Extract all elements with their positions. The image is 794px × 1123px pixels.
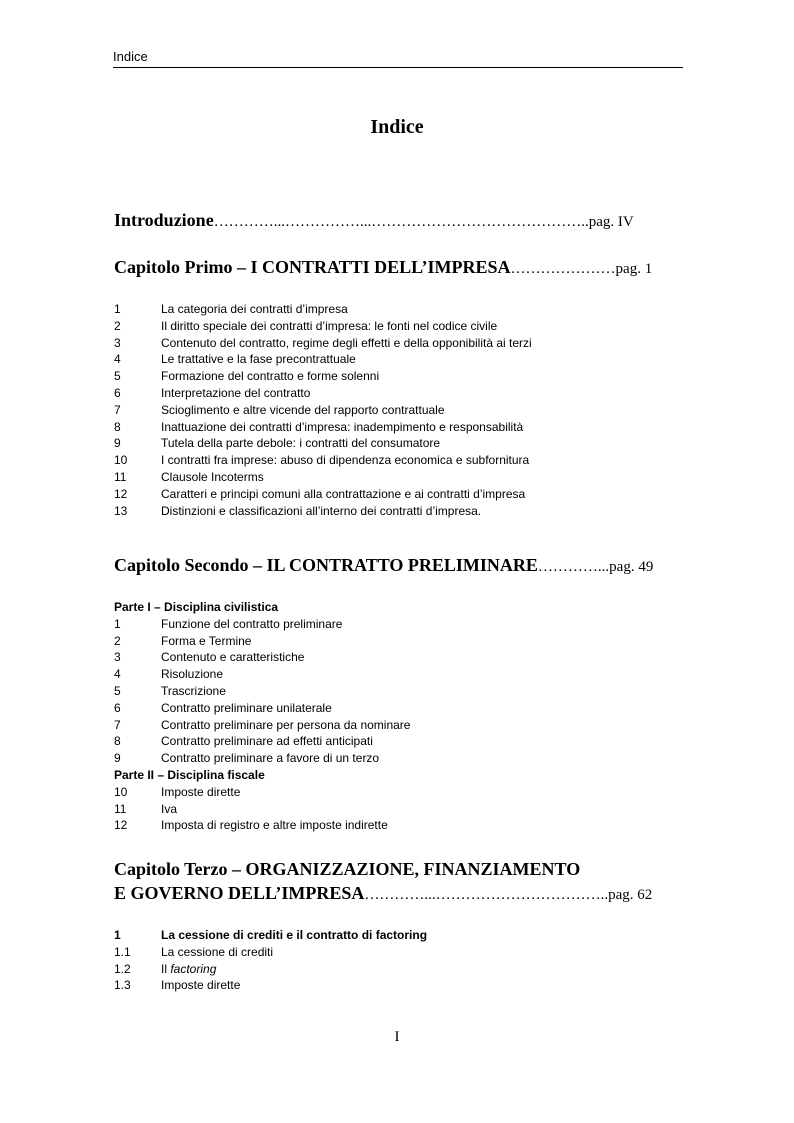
section-number: 12 — [114, 486, 128, 501]
page-number: I — [394, 1029, 400, 1045]
section-title: Forma e Termine — [161, 633, 252, 648]
section-title: Contratto preliminare unilaterale — [161, 700, 332, 715]
toc-entry-chapter-1[interactable] — [114, 255, 684, 281]
entry-label: Introduzione — [114, 210, 214, 230]
section-number: 1.1 — [114, 944, 131, 959]
section-row — [114, 335, 684, 352]
leader-dots: …………...…………………………….. — [364, 887, 609, 903]
page-ref: pag. 62 — [608, 887, 653, 903]
chapter-heading: E GOVERNO DELL’IMPRESA — [114, 883, 365, 903]
section-title: Contratto preliminare ad effetti anticipati — [161, 734, 373, 749]
section-number: 7 — [114, 402, 121, 417]
section-row — [114, 318, 684, 335]
chapter-2-sections — [114, 599, 684, 834]
chapter-heading-line-1: Capitolo Terzo – ORGANIZZAZIONE, FINANZIAMENTO — [114, 859, 581, 879]
section-row — [114, 452, 684, 469]
section-title: Tutela della parte debole: i contratti del consumatore — [161, 436, 441, 451]
section-row — [114, 351, 684, 368]
section-title: Trascrizione — [161, 683, 226, 698]
leader-dots: …………... — [537, 559, 610, 575]
section-row — [114, 368, 684, 385]
chapter-1-sections — [114, 301, 684, 519]
leader-dots: …………...……………...…………………………………….. — [213, 214, 589, 230]
section-row — [114, 402, 684, 419]
section-row — [114, 717, 684, 734]
section-title: La cessione di crediti e il contratto di factoring — [161, 928, 428, 942]
section-number: 4 — [114, 352, 121, 367]
section-title: Interpretazione del contratto — [161, 385, 311, 400]
section-number: 8 — [114, 419, 121, 434]
section-number: 12 — [114, 818, 128, 833]
page-ref: pag. 49 — [609, 559, 654, 575]
page-title: Indice — [370, 116, 424, 138]
section-number: 11 — [114, 469, 127, 484]
section-title: Risoluzione — [161, 667, 224, 682]
section-number: 1 — [114, 616, 121, 631]
section-row — [114, 301, 684, 318]
section-row — [114, 977, 684, 994]
section-title: Formazione del contratto e forme solenni — [161, 369, 380, 384]
section-title: Distinzioni e classificazioni all’interno dei contratti d’impresa. — [161, 503, 482, 518]
part-heading: Parte II – Disciplina fiscale — [114, 767, 265, 782]
section-number: 1 — [114, 302, 121, 316]
chapter-heading-line-2 — [114, 881, 684, 907]
part-heading: Parte I – Disciplina civilistica — [114, 600, 279, 614]
section-title: Le trattative e la fase precontrattuale — [161, 352, 356, 367]
section-number: 2 — [114, 318, 121, 333]
section-number: 1 — [114, 928, 121, 942]
chapter-3-sections — [114, 927, 684, 994]
section-title: Imposte dirette — [161, 784, 241, 799]
section-number: 5 — [114, 683, 121, 698]
section-title: Caratteri e principi comuni alla contrattazione e ai contratti d’impresa — [161, 486, 526, 501]
section-number: 11 — [114, 801, 127, 816]
running-header: Indice — [113, 49, 683, 68]
section-number: 4 — [114, 667, 121, 682]
page-ref: pag. 1 — [615, 261, 653, 277]
section-title: Scioglimento e altre vicende del rapporto contrattuale — [161, 402, 445, 417]
section-row — [114, 649, 684, 666]
section-number: 1.3 — [114, 978, 131, 993]
section-row — [114, 503, 684, 520]
section-row — [114, 666, 684, 683]
section-row — [114, 944, 684, 961]
section-row — [114, 817, 684, 834]
section-row — [114, 435, 684, 452]
section-title — [161, 961, 216, 978]
section-row — [114, 801, 684, 818]
section-title: Imposte dirette — [161, 978, 241, 993]
toc-entry-introduzione[interactable] — [114, 208, 684, 234]
section-number: 2 — [114, 633, 121, 648]
section-row — [114, 385, 684, 402]
section-title: Funzione del contratto preliminare — [161, 616, 343, 631]
section-number: 8 — [114, 734, 121, 749]
section-row — [114, 784, 684, 801]
section-row — [114, 683, 684, 700]
section-row — [114, 733, 684, 750]
section-title: Il diritto speciale dei contratti d’impresa: le fonti nel codice civile — [161, 318, 498, 333]
section-number: 9 — [114, 436, 121, 451]
section-row — [114, 927, 684, 944]
section-row — [114, 700, 684, 717]
section-number: 10 — [114, 784, 128, 799]
section-title: Iva — [161, 801, 178, 816]
section-row — [114, 961, 684, 978]
section-title: Contratto preliminare a favore di un terzo — [161, 751, 380, 766]
section-title: La cessione di crediti — [161, 944, 274, 959]
section-title: Imposta di registro e altre imposte indirette — [161, 818, 388, 833]
section-title: I contratti fra imprese: abuso di dipendenza economica e subfornitura — [161, 453, 530, 468]
section-title: Contenuto del contratto, regime degli effetti e della opponibilità ai terzi — [161, 335, 532, 350]
section-number: 3 — [114, 650, 121, 665]
section-number: 7 — [114, 717, 121, 732]
section-title-italic: factoring — [170, 961, 217, 976]
section-number: 10 — [114, 453, 128, 468]
section-number: 6 — [114, 385, 121, 400]
section-number: 9 — [114, 751, 121, 766]
section-number: 3 — [114, 335, 121, 350]
leader-dots: ………………… — [510, 261, 616, 277]
toc-entry-chapter-2[interactable] — [114, 553, 684, 579]
chapter-heading: Capitolo Secondo – IL CONTRATTO PRELIMINARE — [114, 555, 538, 575]
section-row — [114, 486, 684, 503]
section-title-prefix: Il — [161, 961, 171, 976]
section-title: Contratto preliminare per persona da nominare — [161, 717, 411, 732]
section-number: 13 — [114, 503, 128, 518]
section-number: 6 — [114, 700, 121, 715]
chapter-heading: Capitolo Primo – I CONTRATTI DELL’IMPRESA — [114, 257, 511, 277]
section-number: 1.2 — [114, 961, 131, 976]
page-ref: pag. IV — [588, 214, 634, 230]
section-title: Clausole Incoterms — [161, 469, 264, 484]
toc-entry-chapter-3[interactable] — [114, 857, 684, 907]
section-row — [114, 750, 684, 767]
section-row — [114, 469, 684, 486]
section-row — [114, 633, 684, 650]
section-title: Inattuazione dei contratti d’impresa: inadempimento e responsabilità — [161, 419, 524, 434]
section-number: 5 — [114, 369, 121, 384]
section-title: Contenuto e caratteristiche — [161, 650, 305, 665]
section-row — [114, 419, 684, 436]
section-title: La categoria dei contratti d’impresa — [161, 302, 348, 316]
section-row — [114, 616, 684, 633]
